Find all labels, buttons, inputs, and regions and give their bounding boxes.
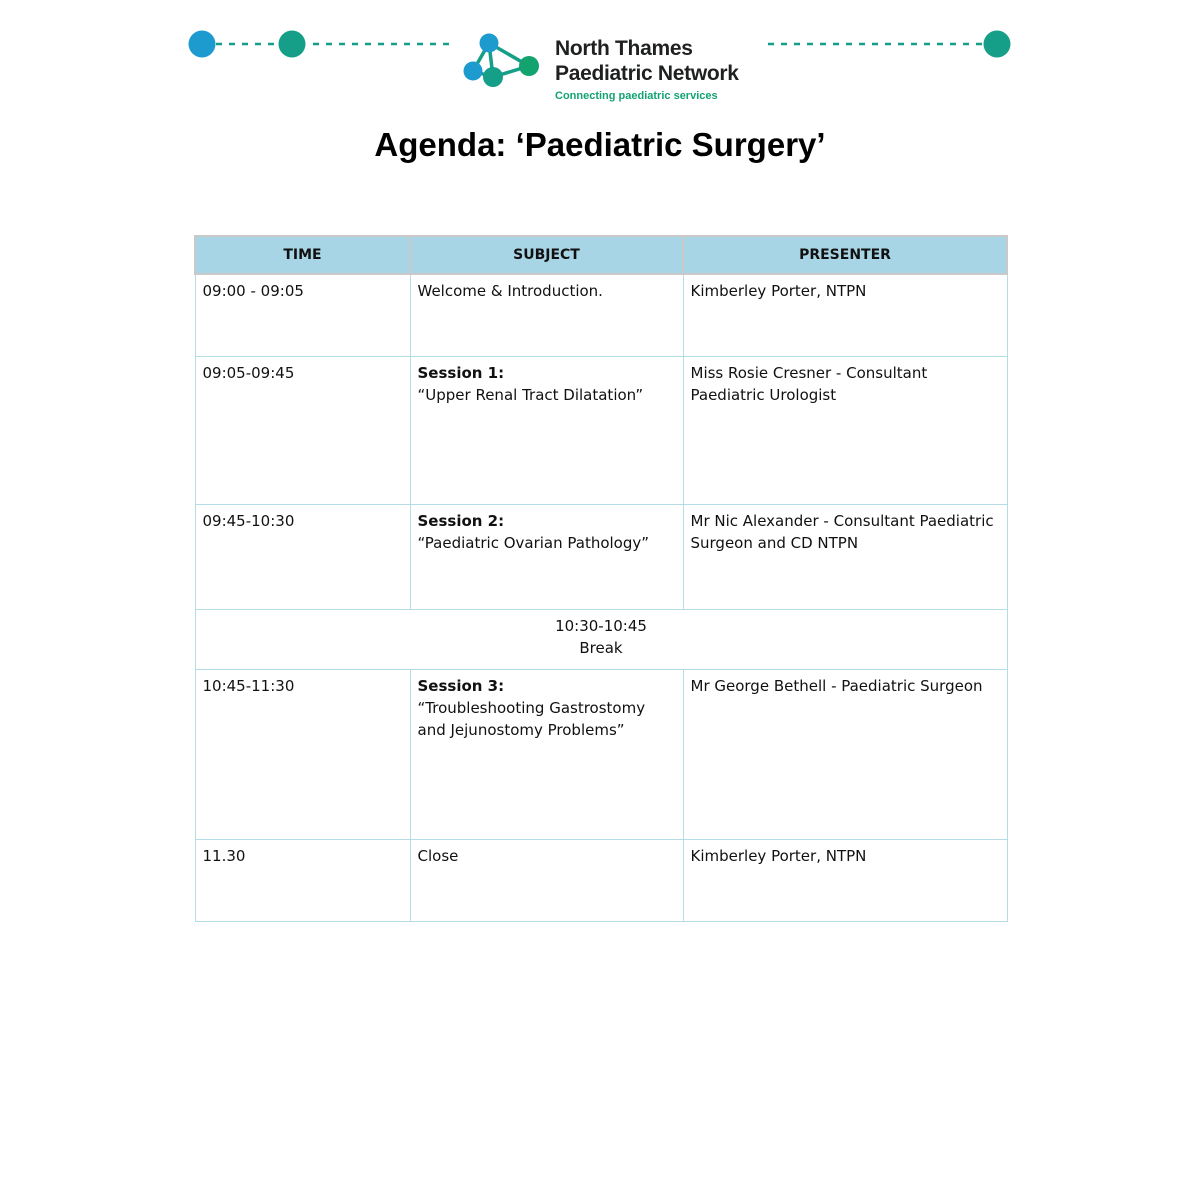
org-name-line2: Paediatric Network [555, 62, 739, 85]
agenda-table [194, 235, 1008, 922]
presenter-cell: Mr Nic Alexander - Consultant Paediatric Surgeon and CD NTPN [683, 504, 1007, 609]
column-header-presenter: PRESENTER [683, 236, 1007, 274]
session-title: “Upper Renal Tract Dilatation” [417, 385, 644, 404]
teal-dot-right [984, 31, 1011, 58]
break-row [195, 609, 1007, 669]
session-label: Session 2: [417, 511, 505, 530]
table-row [195, 839, 1007, 921]
subject-cell: Welcome & Introduction. [410, 274, 683, 356]
page-title: Agenda: ‘Paediatric Surgery’ [374, 126, 826, 163]
session-title: “Troubleshooting Gastrostomy and Jejunostomy Problems” [417, 698, 646, 739]
presenter-cell: Miss Rosie Cresner - Consultant Paediatric Urologist [683, 356, 1007, 504]
network-logo [460, 30, 780, 110]
table-row [195, 356, 1007, 504]
teal-dot-left [279, 31, 306, 58]
table-header-row [195, 236, 1007, 274]
network-logo-icon [460, 30, 550, 100]
table-row [195, 669, 1007, 839]
org-name-line1: North Thames [555, 37, 693, 60]
session-label: Session 3: [417, 676, 505, 695]
time-cell: 10:45-11:30 [195, 669, 410, 839]
time-cell: 11.30 [195, 839, 410, 921]
subject-cell [410, 356, 683, 504]
table-row [195, 504, 1007, 609]
subject-cell [410, 669, 683, 839]
time-cell: 09:00 - 09:05 [195, 274, 410, 356]
session-label: Session 1: [417, 363, 505, 382]
column-header-subject: SUBJECT [410, 236, 683, 274]
time-cell: 09:45-10:30 [195, 504, 410, 609]
presenter-cell: Mr George Bethell - Paediatric Surgeon [683, 669, 1007, 839]
column-header-time: TIME [195, 236, 410, 274]
table-row [195, 274, 1007, 356]
subject-cell [410, 504, 683, 609]
presenter-cell: Kimberley Porter, NTPN [683, 274, 1007, 356]
break-time: 10:30-10:45 [555, 616, 647, 635]
org-tagline: Connecting paediatric services [555, 90, 718, 102]
subject-cell: Close [410, 839, 683, 921]
session-title: “Paediatric Ovarian Pathology” [417, 533, 650, 552]
presenter-cell: Kimberley Porter, NTPN [683, 839, 1007, 921]
break-cell [195, 609, 1007, 669]
blue-dot-left [189, 31, 216, 58]
break-label: Break [579, 638, 623, 657]
time-cell: 09:05-09:45 [195, 356, 410, 504]
